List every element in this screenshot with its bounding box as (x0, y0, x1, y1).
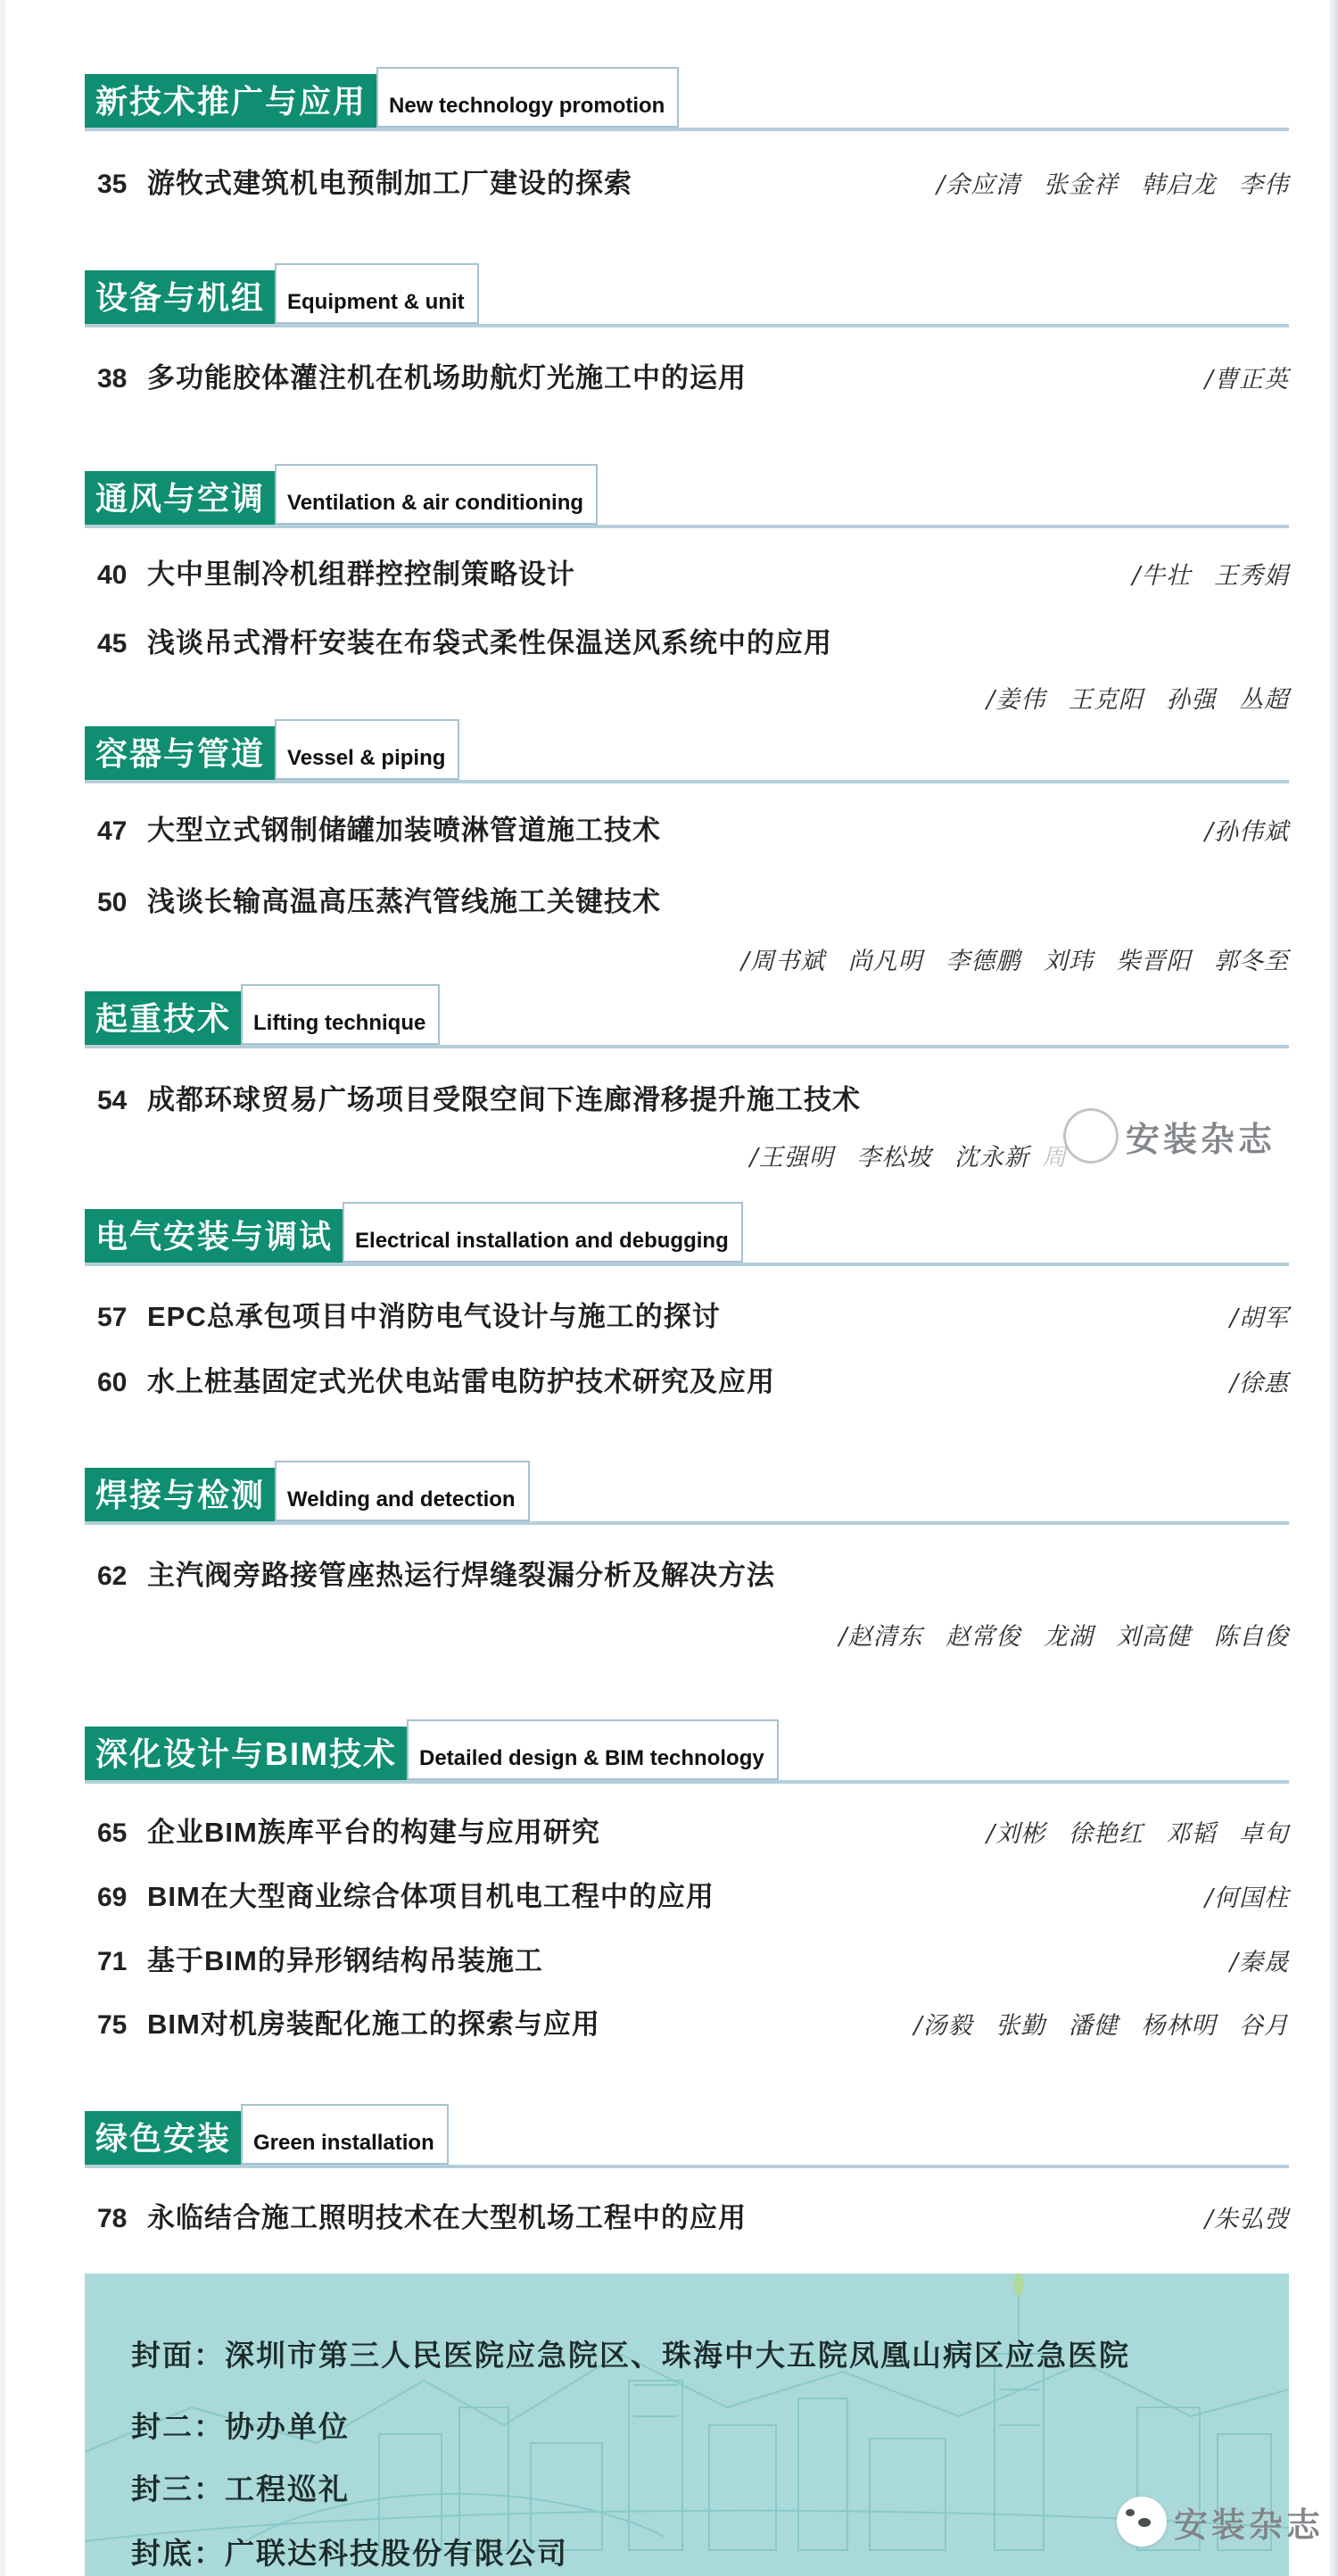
section-header-ventilation (85, 464, 1289, 528)
article-row (85, 1294, 1289, 1334)
article-authors: /汤毅 张勤 潘健 杨林明 谷月 (913, 2012, 1289, 2040)
article-authors: /曹正英 (1204, 366, 1289, 393)
article-title: 永临结合施工照明技术在大型机场工程中的应用 (147, 2202, 747, 2233)
article-authors: /徐惠 (1229, 1370, 1289, 1397)
section-header-green (85, 2104, 1289, 2168)
scan-edge-right (1329, 0, 1338, 2576)
cover-inside-back-line: 封三：工程巡礼 (131, 2472, 350, 2506)
article-row (85, 620, 1289, 660)
article-row (85, 1553, 1289, 1593)
magazine-watermark-bottom (1117, 2497, 1324, 2547)
article-page-number: 50 (97, 888, 128, 917)
section-title-en: New technology promotion (376, 67, 679, 128)
article-title: 大型立式钢制储罐加装喷淋管道施工技术 (147, 815, 661, 846)
article-row (85, 2195, 1289, 2235)
section-title-en: Welding and detection (275, 1461, 530, 1521)
section-header-new-technology (85, 67, 1289, 131)
article-authors-row (85, 941, 1289, 976)
obscured-author: 周 (1042, 1144, 1066, 1172)
section-title-en: Vessel & piping (275, 719, 459, 780)
article-page-number: 57 (97, 1303, 128, 1332)
article-authors: /秦晟 (1229, 1949, 1289, 1976)
article-page-number: 71 (97, 1947, 128, 1976)
watermark-text: 安装杂志 (1174, 2506, 1325, 2545)
article-page-number: 40 (97, 560, 128, 590)
section-badge-cn: 新技术推广与应用 (85, 74, 377, 128)
article-title: 浅谈长输高温高压蒸汽管线施工关键技术 (147, 886, 661, 917)
magazine-logo-icon (1063, 1108, 1119, 1164)
article-page-number: 75 (97, 2010, 128, 2040)
article-page-number: 38 (97, 364, 128, 393)
section-badge-cn: 焊接与检测 (85, 1468, 276, 1521)
article-page-number: 60 (97, 1368, 128, 1397)
article-page-number: 54 (97, 1086, 128, 1115)
article-title: 浅谈吊式滑杆安装在布袋式柔性保温送风系统中的应用 (147, 627, 832, 658)
article-authors: /周书斌 尚凡明 李德鹏 刘玮 柴晋阳 郭冬至 (740, 948, 1289, 975)
section-title-en: Lifting technique (241, 984, 440, 1045)
article-title: BIM对机房装配化施工的探索与应用 (147, 2009, 600, 2040)
article-page-number: 45 (97, 629, 128, 658)
article-row (85, 1810, 1289, 1850)
article-row (85, 551, 1289, 592)
article-row (85, 1874, 1289, 1914)
article-title: 主汽阀旁路接管座热运行焊缝裂漏分析及解决方法 (147, 1560, 775, 1591)
article-authors: /赵清东 赵常俊 龙湖 刘高健 陈自俊 (838, 1623, 1289, 1651)
article-authors: /何国柱 (1204, 1884, 1289, 1912)
cover-info-box (85, 2274, 1289, 2576)
article-row (85, 1938, 1289, 1978)
section-header-lifting (85, 984, 1289, 1048)
article-row (85, 2001, 1289, 2042)
watermark-text: 安装杂志 (1126, 1121, 1276, 1159)
article-row (85, 161, 1289, 201)
section-title-en: Green installation (241, 2104, 449, 2165)
cover-inside-front-line: 封二：协办单位 (131, 2409, 350, 2444)
section-title-en: Equipment & unit (275, 263, 479, 324)
magazine-logo-icon (1117, 2497, 1167, 2547)
article-title: 成都环球贸易广场项目受限空间下连廊滑移提升施工技术 (147, 1084, 861, 1115)
article-title: 水上桩基固定式光伏电站雷电防护技术研究及应用 (147, 1366, 775, 1397)
section-header-equipment (85, 263, 1289, 327)
article-title: 企业BIM族库平台的构建与应用研究 (147, 1817, 600, 1848)
article-title: 大中里制冷机组群控控制策略设计 (147, 559, 575, 590)
section-header-welding (85, 1461, 1289, 1525)
article-authors: /胡军 (1229, 1305, 1289, 1332)
article-row (85, 355, 1289, 395)
cover-front-line: 封面：深圳市第三人民医院应急院区、珠海中大五院凤凰山病区应急医院 (131, 2338, 1130, 2373)
magazine-watermark-mid (1063, 1108, 1276, 1164)
article-page-number: 62 (97, 1561, 128, 1591)
section-badge-cn: 设备与机组 (85, 270, 276, 324)
section-title-en: Ventilation & air conditioning (275, 464, 598, 525)
article-title: EPC总承包项目中消防电气设计与施工的探讨 (147, 1301, 721, 1332)
article-row (85, 879, 1289, 919)
article-authors: /王强明 李松坡 沈永新 (749, 1144, 1029, 1172)
article-authors: /朱弘弢 (1204, 2206, 1289, 2233)
article-title: 多功能胶体灌注机在机场助航灯光施工中的运用 (147, 362, 747, 393)
section-title-en: Detailed design & BIM technology (407, 1719, 779, 1780)
article-title: BIM在大型商业综合体项目机电工程中的应用 (147, 1881, 714, 1912)
article-authors-row (85, 1617, 1289, 1652)
article-page-number: 69 (97, 1883, 128, 1912)
article-authors-row (85, 680, 1289, 715)
article-page-number: 47 (97, 816, 128, 846)
article-row (85, 808, 1289, 848)
section-badge-cn: 绿色安装 (85, 2111, 242, 2165)
article-authors: /刘彬 徐艳红 邓韬 卓旬 (987, 1820, 1289, 1848)
section-badge-cn: 深化设计与BIM技术 (85, 1727, 408, 1780)
scan-edge-left (0, 0, 5, 2576)
article-authors: /牛壮 王秀娟 (1132, 562, 1289, 590)
article-authors: /孙伟斌 (1204, 818, 1289, 846)
article-page-number: 65 (97, 1818, 128, 1848)
section-badge-cn: 起重技术 (85, 991, 242, 1045)
article-row (85, 1359, 1289, 1399)
article-page-number: 35 (97, 170, 128, 199)
article-authors: /姜伟 王克阳 孙强 丛超 (987, 686, 1289, 714)
article-title: 基于BIM的异形钢结构吊装施工 (147, 1945, 543, 1976)
section-badge-cn: 通风与空调 (85, 471, 276, 525)
section-header-bim (85, 1719, 1289, 1784)
article-title: 游牧式建筑机电预制加工厂建设的探索 (147, 168, 632, 199)
section-badge-cn: 电气安装与调试 (85, 1209, 343, 1263)
section-title-en: Electrical installation and debugging (343, 1202, 743, 1263)
article-authors: /余应清 张金祥 韩启龙 李伟 (937, 171, 1289, 199)
section-header-vessel-piping (85, 719, 1289, 783)
section-badge-cn: 容器与管道 (85, 726, 276, 780)
section-header-electrical (85, 1202, 1289, 1266)
article-page-number: 78 (97, 2204, 128, 2233)
cover-back-line: 封底：广联达科技股份有限公司 (131, 2536, 568, 2571)
